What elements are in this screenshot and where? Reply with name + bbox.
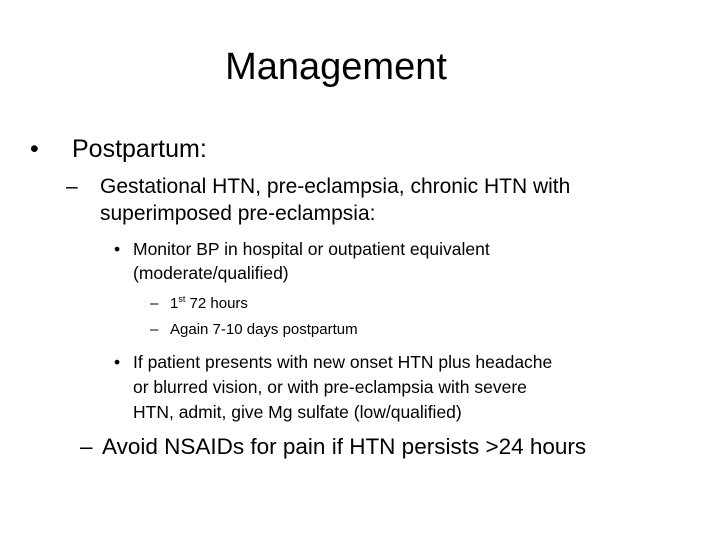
first-72-rest: 72 hours: [185, 295, 248, 312]
bullet-dot-icon: •: [114, 352, 121, 372]
first-72-hours: [170, 294, 248, 314]
bullet-dot-icon: •: [30, 135, 39, 163]
again-7-10-days: Again 7-10 days postpartum: [170, 321, 358, 338]
monitor-bp-line-1: Monitor BP in hospital or outpatient equivalent: [133, 239, 490, 259]
bullet-dash-icon: –: [80, 434, 93, 459]
postpartum-heading: Postpartum:: [72, 135, 207, 163]
bullet-dash-icon: –: [150, 295, 159, 312]
slide-title: Management: [225, 46, 447, 88]
bullet-dot-icon: •: [114, 239, 121, 259]
if-patient-line-3: HTN, admit, give Mg sulfate (low/qualified): [133, 402, 462, 422]
first-72-number: 1: [170, 295, 179, 312]
if-patient-line-2: or blurred vision, or with pre-eclampsia with severe: [133, 377, 527, 397]
bullet-dash-icon: –: [66, 175, 78, 198]
first-72-superscript: st: [178, 294, 186, 304]
gestational-line-2: superimposed pre-eclampsia:: [100, 202, 376, 225]
bullet-dash-icon: –: [150, 321, 159, 338]
if-patient-line-1: If patient presents with new onset HTN plus headache: [133, 352, 553, 372]
monitor-bp-line-2: (moderate/qualified): [133, 263, 289, 283]
avoid-nsaids: Avoid NSAIDs for pain if HTN persists >24 hours: [102, 434, 587, 459]
gestational-line-1: Gestational HTN, pre-eclampsia, chronic HTN with: [100, 175, 571, 198]
